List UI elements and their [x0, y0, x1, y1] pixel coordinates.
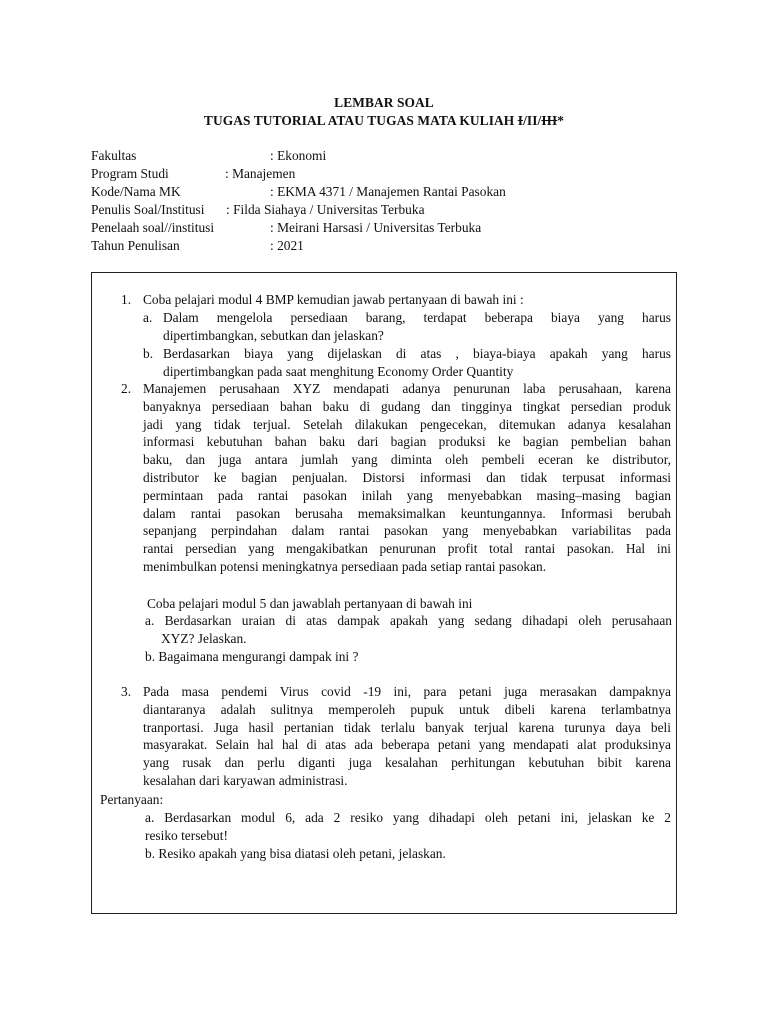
struck-option-1: I [517, 113, 524, 128]
q1-a-marker: a. [143, 310, 153, 325]
q1-a-text [163, 309, 671, 345]
q3-line: Pada masa pendemi Virus covid -19 ini, para petani juga merasakan dampaknya [143, 684, 671, 699]
q2-line: Manajemen perusahaan XYZ mendapati adanya penurunan laba perusahaan, karena [143, 381, 671, 396]
meta-label: Penulis Soal/Institusi [91, 202, 205, 217]
q2-line: sepanjang perpindahan dalam rantai pasokan yang menyebabkan variabilitas pada [143, 523, 671, 539]
meta-label: Penelaah soal//institusi [91, 220, 215, 235]
q3-line: diantaranya adalah sulitnya memperoleh pupuk untuk dibeli karena terlambatnya [143, 701, 671, 717]
subtitle-suffix: * [557, 113, 565, 128]
meta-value: : Ekonomi [270, 148, 327, 163]
meta-value: : Filda Siahaya / Universitas Terbuka [226, 202, 425, 217]
q2-a-line: a. Berdasarkan uraian di atas dampak apakah yang sedang dihadapi oleh perusahaan [145, 613, 672, 628]
q2-sub-a-cont [161, 630, 247, 648]
meta-label: Program Studi [91, 166, 169, 181]
question-1-text [143, 291, 524, 309]
q2-line: dalam rantai pasokan berusaha memaksimalkan keuntungannya. Informasi berubah [143, 505, 671, 521]
q3-line: masyarakat. Selain hal hal di atas ada beberapa petani yang mendapati alat produksinya [143, 737, 671, 753]
q3-b-line: b. Resiko apakah yang bisa diatasi oleh petani, jelaskan. [145, 846, 446, 861]
subtitle-separator: /II/ [523, 113, 542, 128]
document-subtitle [0, 112, 768, 130]
q2-line: informasi kebutuhan bahan baku dari bagian produksi ke bagian pembelian bahan [143, 434, 671, 450]
meta-label: Tahun Penulisan [91, 238, 180, 253]
q2-intro [147, 595, 472, 613]
q3-a-line: resiko tersebut! [145, 827, 228, 843]
q2-line: rantai persedian yang mengakibatkan penurunan profit total rantai pasokan. Hal ini [143, 541, 671, 557]
meta-label: Fakultas [91, 148, 137, 163]
q2-b-line: b. Bagaimana mengurangi dampak ini ? [145, 649, 359, 664]
meta-value: : Manajemen [225, 166, 296, 181]
q1-b-line: dipertimbangkan pada saat menghitung Economy Order Quantity [163, 363, 514, 379]
q1-b-line: Berdasarkan biaya yang dijelaskan di atas , biaya-biaya apakah yang harus [163, 346, 671, 361]
q2-line: permintaan pada rantai pasokan inilah yang menyebabkan masing–masing bagian [143, 487, 671, 503]
q3-sub-b [145, 845, 446, 863]
meta-value: : EKMA 4371 / Manajemen Rantai Pasokan [270, 184, 506, 199]
q2-line: banyaknya persediaan bahan baku di gudang dan tingginya tingkat persedian produk [143, 398, 671, 414]
struck-option-3: III [541, 113, 558, 128]
q3-a-line: a. Berdasarkan modul 6, ada 2 resiko yang dihadapi oleh petani ini, jelaskan ke 2 [145, 810, 671, 825]
q3-sub-a [145, 809, 671, 845]
q3-line: yang rusak dan perlu diganti juga kesalahan perhitungan kebutuhan bibit karena [143, 755, 671, 771]
question-2-number: 2. [121, 381, 132, 396]
question-1-number: 1. [121, 292, 132, 307]
q2-line: menimbulkan potensi meningkatnya persediaan pada setiap rantai pasokan. [143, 558, 547, 574]
q2-sub-a [145, 612, 672, 630]
q3-pertanyaan-text: Pertanyaan: [100, 792, 164, 807]
q1-a-line: dipertimbangkan, sebutkan dan jelaskan? [163, 327, 384, 343]
meta-value: : 2021 [270, 238, 304, 253]
q2-line: distributor ke bagian penjualan. Distorsi informasi dan tidak terpusat informasi [143, 469, 671, 485]
q3-pertanyaan-label [100, 791, 163, 809]
document-title: LEMBAR SOAL [334, 95, 434, 110]
subtitle-prefix: TUGAS TUTORIAL ATAU TUGAS MATA KULIAH [203, 113, 518, 128]
meta-label: Kode/Nama MK [91, 184, 181, 199]
q2-a-line: XYZ? Jelaskan. [161, 631, 247, 646]
q2-intro-line: Coba pelajari modul 5 dan jawablah pertanyaan di bawah ini [147, 596, 473, 611]
question-3-text [143, 683, 671, 790]
question-3-number: 3. [121, 684, 132, 699]
q3-line: tranportasi. Juga hasil pertanian tidak terlalu banyak terjual karena turunya daya beli [143, 719, 671, 735]
q1-b-marker: b. [143, 346, 154, 361]
question-2-text [143, 380, 671, 576]
q1-b-text [163, 345, 671, 381]
q2-line: jadi yang tidak terjual. Setelah dilakukan pengecekan, ditemukan adanya kesalahan [143, 416, 671, 432]
q2-line: baku, dan juga antara jumlah yang diminta oleh pembeli eceran ke distributor, [143, 452, 671, 468]
q3-line: kesalahan dari karyawan administrasi. [143, 772, 348, 788]
q2-sub-b [145, 648, 358, 666]
q1-a-line: Dalam mengelola persediaan barang, terdapat beberapa biaya yang harus [163, 310, 671, 325]
meta-value: : Meirani Harsasi / Universitas Terbuka [270, 220, 482, 235]
question-1-line: Coba pelajari modul 4 BMP kemudian jawab pertanyaan di bawah ini : [143, 292, 524, 307]
